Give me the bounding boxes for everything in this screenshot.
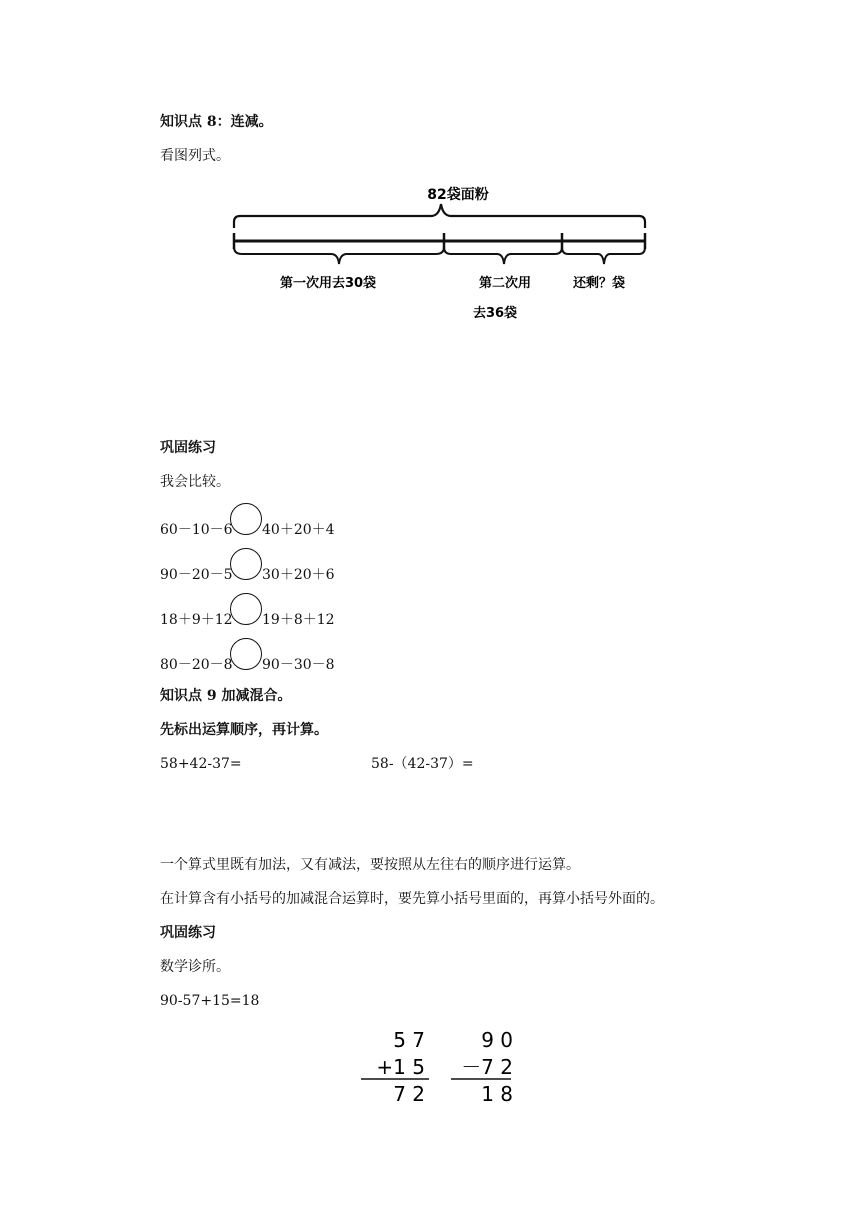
total-label: 82袋面粉 bbox=[427, 187, 489, 203]
expression-1: 58+42-37= bbox=[160, 756, 242, 772]
compare-circle-blank[interactable] bbox=[230, 548, 262, 580]
seg1-label: 第一次用去30袋 bbox=[279, 276, 377, 291]
compare-left: 80－20－8 bbox=[160, 657, 233, 673]
vertical2-top: 9 0 bbox=[481, 1028, 513, 1052]
expression-2: 58-（42-37）= bbox=[371, 756, 474, 772]
compare-circle-blank[interactable] bbox=[230, 638, 262, 670]
compare-right: 40＋20＋4 bbox=[262, 522, 335, 538]
seg2-label-line2: 去36袋 bbox=[472, 306, 518, 321]
rule-text-1: 一个算式里既有加法，又有减法，要按照从左往右的顺序进行运算。 bbox=[160, 857, 580, 873]
equation-to-check: 90-57+15=18 bbox=[160, 993, 260, 1009]
compare-right: 90－30－8 bbox=[262, 657, 335, 673]
vertical1-top: 5 7 bbox=[393, 1028, 425, 1052]
compare-left: 18＋9＋12 bbox=[160, 612, 233, 628]
compare-right: 30＋20＋6 bbox=[262, 567, 335, 583]
instruction-look-and-write: 看图列式。 bbox=[160, 148, 230, 164]
vertical2-mid: －7 2 bbox=[461, 1055, 513, 1079]
compare-left: 90－20－5 bbox=[160, 567, 233, 583]
line-segment-diagram bbox=[225, 180, 655, 325]
section-title-knowledge-8: 知识点 8：连减。 bbox=[160, 114, 273, 130]
top-brace bbox=[234, 204, 645, 228]
vertical1-bot: 7 2 bbox=[393, 1082, 425, 1106]
compare-circle-blank[interactable] bbox=[230, 503, 262, 535]
compare-right: 19＋8＋12 bbox=[262, 612, 335, 628]
brace-seg2 bbox=[444, 247, 562, 264]
practice-title: 巩固练习 bbox=[160, 440, 216, 456]
practice-title: 巩固练习 bbox=[160, 925, 216, 941]
vertical1-mid: +1 5 bbox=[376, 1055, 425, 1079]
vertical2-bot: 1 8 bbox=[481, 1082, 513, 1106]
instruction-compare: 我会比较。 bbox=[160, 474, 230, 490]
instruction-math-clinic: 数学诊所。 bbox=[160, 959, 230, 975]
seg3-label: 还剩？袋 bbox=[572, 276, 626, 291]
seg2-label-line1: 第二次用 bbox=[478, 276, 532, 291]
compare-circle-blank[interactable] bbox=[230, 593, 262, 625]
brace-seg3 bbox=[562, 247, 645, 264]
vertical-calculations bbox=[355, 1025, 525, 1110]
section-title-knowledge-9: 知识点 9 加减混合。 bbox=[160, 688, 292, 704]
compare-left: 60－10－6 bbox=[160, 522, 233, 538]
rule-text-2: 在计算含有小括号的加减混合运算时，要先算小括号里面的，再算小括号外面的。 bbox=[160, 891, 664, 907]
brace-seg1 bbox=[234, 247, 444, 264]
instruction-mark-order: 先标出运算顺序，再计算。 bbox=[160, 722, 328, 738]
